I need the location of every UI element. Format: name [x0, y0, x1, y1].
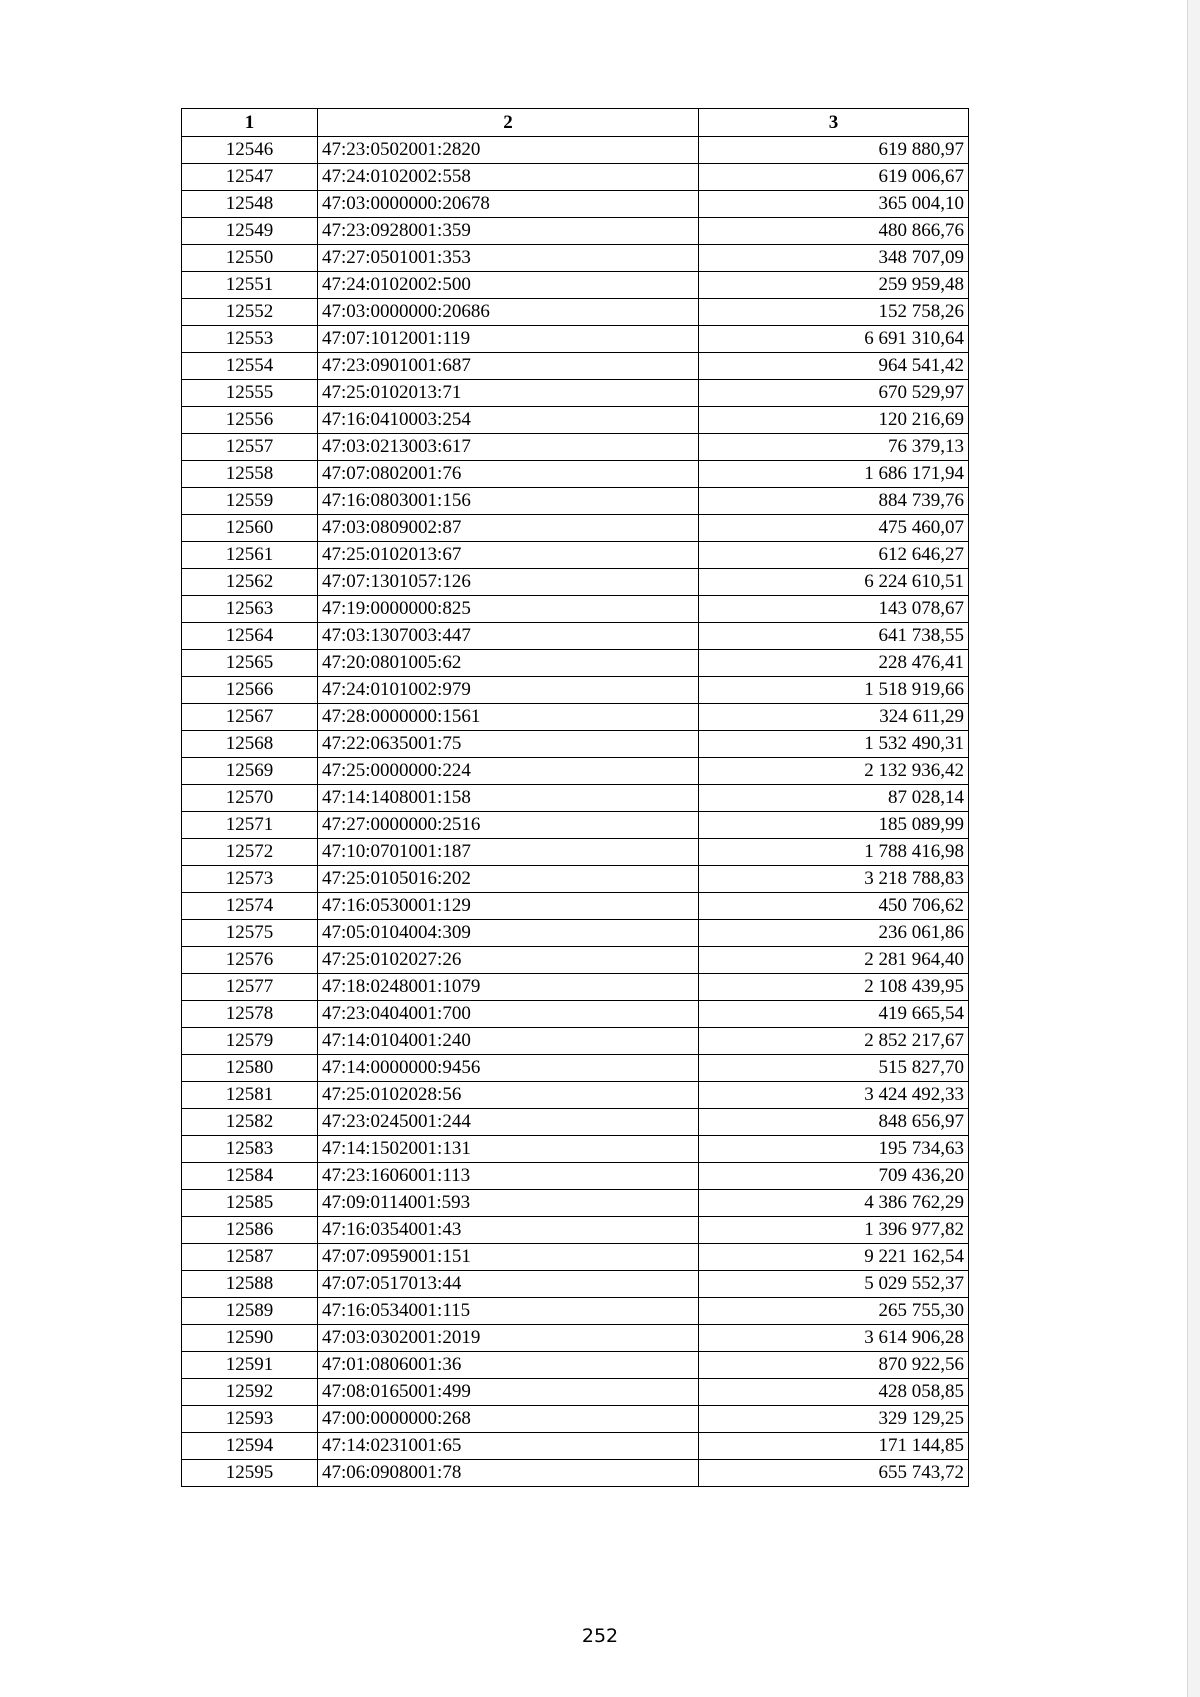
- table-row: [182, 353, 969, 380]
- row-number: 12569: [182, 758, 318, 785]
- table-row: [182, 947, 969, 974]
- cadastral-value: 475 460,07: [699, 515, 969, 542]
- cadastral-number: 47:16:0354001:43: [318, 1217, 699, 1244]
- cadastral-number: 47:16:0410003:254: [318, 407, 699, 434]
- cadastral-value: 670 529,97: [699, 380, 969, 407]
- row-number: 12556: [182, 407, 318, 434]
- row-number: 12591: [182, 1352, 318, 1379]
- cadastral-number: 47:23:0245001:244: [318, 1109, 699, 1136]
- table-row: [182, 1217, 969, 1244]
- row-number: 12585: [182, 1190, 318, 1217]
- row-number: 12573: [182, 866, 318, 893]
- table-row: [182, 1163, 969, 1190]
- cadastral-number: 47:14:1502001:131: [318, 1136, 699, 1163]
- row-number: 12548: [182, 191, 318, 218]
- cadastral-number: 47:07:0517013:44: [318, 1271, 699, 1298]
- table-row: [182, 1406, 969, 1433]
- cadastral-number: 47:23:0901001:687: [318, 353, 699, 380]
- row-number: 12582: [182, 1109, 318, 1136]
- cadastral-number: 47:03:0302001:2019: [318, 1325, 699, 1352]
- cadastral-value: 87 028,14: [699, 785, 969, 812]
- row-number: 12562: [182, 569, 318, 596]
- cadastral-value: 120 216,69: [699, 407, 969, 434]
- table-row: [182, 677, 969, 704]
- row-number: 12584: [182, 1163, 318, 1190]
- table-row: [182, 623, 969, 650]
- row-number: 12570: [182, 785, 318, 812]
- table-row: [182, 974, 969, 1001]
- cadastral-number: 47:16:0803001:156: [318, 488, 699, 515]
- table-row: [182, 191, 969, 218]
- row-number: 12593: [182, 1406, 318, 1433]
- cadastral-number: 47:14:0231001:65: [318, 1433, 699, 1460]
- cadastral-number: 47:07:1301057:126: [318, 569, 699, 596]
- row-number: 12565: [182, 650, 318, 677]
- row-number: 12554: [182, 353, 318, 380]
- table-row: [182, 650, 969, 677]
- table-row: [182, 704, 969, 731]
- header-row: [182, 109, 969, 137]
- cadastral-number: 47:24:0102002:500: [318, 272, 699, 299]
- cadastral-value: 228 476,41: [699, 650, 969, 677]
- cadastral-value: 4 386 762,29: [699, 1190, 969, 1217]
- row-number: 12575: [182, 920, 318, 947]
- cadastral-value: 3 424 492,33: [699, 1082, 969, 1109]
- cadastral-value: 2 281 964,40: [699, 947, 969, 974]
- table-row: [182, 299, 969, 326]
- cadastral-value: 365 004,10: [699, 191, 969, 218]
- table-row: [182, 866, 969, 893]
- row-number: 12547: [182, 164, 318, 191]
- table-row: [182, 488, 969, 515]
- row-number: 12553: [182, 326, 318, 353]
- cadastral-number: 47:01:0806001:36: [318, 1352, 699, 1379]
- cadastral-number: 47:25:0102027:26: [318, 947, 699, 974]
- row-number: 12592: [182, 1379, 318, 1406]
- row-number: 12561: [182, 542, 318, 569]
- table-row: [182, 1028, 969, 1055]
- row-number: 12572: [182, 839, 318, 866]
- row-number: 12581: [182, 1082, 318, 1109]
- cadastral-number: 47:16:0530001:129: [318, 893, 699, 920]
- cadastral-value: 152 758,26: [699, 299, 969, 326]
- table-row: [182, 1325, 969, 1352]
- cadastral-number: 47:00:0000000:268: [318, 1406, 699, 1433]
- row-number: 12579: [182, 1028, 318, 1055]
- row-number: 12568: [182, 731, 318, 758]
- cadastral-number: 47:25:0102013:67: [318, 542, 699, 569]
- cadastral-number: 47:07:1012001:119: [318, 326, 699, 353]
- cadastral-value: 709 436,20: [699, 1163, 969, 1190]
- cadastral-value: 76 379,13: [699, 434, 969, 461]
- cadastral-number: 47:23:0404001:700: [318, 1001, 699, 1028]
- cadastral-number: 47:14:0104001:240: [318, 1028, 699, 1055]
- table-row: [182, 569, 969, 596]
- table-row: [182, 1136, 969, 1163]
- cadastral-number: 47:09:0114001:593: [318, 1190, 699, 1217]
- row-number: 12571: [182, 812, 318, 839]
- row-number: 12589: [182, 1298, 318, 1325]
- cadastral-value: 3 614 906,28: [699, 1325, 969, 1352]
- cadastral-number: 47:25:0102028:56: [318, 1082, 699, 1109]
- page-edge: [1187, 0, 1200, 1697]
- cadastral-number: 47:24:0102002:558: [318, 164, 699, 191]
- row-number: 12558: [182, 461, 318, 488]
- row-number: 12557: [182, 434, 318, 461]
- table-row: [182, 461, 969, 488]
- cadastral-number: 47:08:0165001:499: [318, 1379, 699, 1406]
- row-number: 12576: [182, 947, 318, 974]
- table-body: [182, 137, 969, 1487]
- cadastral-number: 47:25:0000000:224: [318, 758, 699, 785]
- cadastral-value: 9 221 162,54: [699, 1244, 969, 1271]
- cadastral-value: 1 788 416,98: [699, 839, 969, 866]
- table-row: [182, 1298, 969, 1325]
- cadastral-value: 1 532 490,31: [699, 731, 969, 758]
- cadastral-value: 884 739,76: [699, 488, 969, 515]
- cadastral-value: 265 755,30: [699, 1298, 969, 1325]
- row-number: 12550: [182, 245, 318, 272]
- cadastral-value: 612 646,27: [699, 542, 969, 569]
- cadastral-value: 195 734,63: [699, 1136, 969, 1163]
- row-number: 12564: [182, 623, 318, 650]
- cadastral-value: 1 518 919,66: [699, 677, 969, 704]
- table-row: [182, 515, 969, 542]
- cadastral-value: 5 029 552,37: [699, 1271, 969, 1298]
- table-row: [182, 380, 969, 407]
- cadastral-value: 348 707,09: [699, 245, 969, 272]
- cadastral-number: 47:06:0908001:78: [318, 1460, 699, 1487]
- cadastral-value: 480 866,76: [699, 218, 969, 245]
- cadastral-value: 324 611,29: [699, 704, 969, 731]
- cadastral-number: 47:16:0534001:115: [318, 1298, 699, 1325]
- row-number: 12588: [182, 1271, 318, 1298]
- row-number: 12594: [182, 1433, 318, 1460]
- cadastral-number: 47:03:1307003:447: [318, 623, 699, 650]
- row-number: 12549: [182, 218, 318, 245]
- table-row: [182, 758, 969, 785]
- cadastral-number: 47:18:0248001:1079: [318, 974, 699, 1001]
- table-row: [182, 245, 969, 272]
- table-row: [182, 1460, 969, 1487]
- cadastral-value: 2 108 439,95: [699, 974, 969, 1001]
- cadastral-value: 515 827,70: [699, 1055, 969, 1082]
- row-number: 12590: [182, 1325, 318, 1352]
- cadastral-value: 619 880,97: [699, 137, 969, 164]
- row-number: 12566: [182, 677, 318, 704]
- cadastral-number: 47:23:0502001:2820: [318, 137, 699, 164]
- row-number: 12552: [182, 299, 318, 326]
- row-number: 12578: [182, 1001, 318, 1028]
- table-row: [182, 839, 969, 866]
- cadastral-number: 47:22:0635001:75: [318, 731, 699, 758]
- cadastral-number: 47:25:0102013:71: [318, 380, 699, 407]
- table-row: [182, 1244, 969, 1271]
- table-row: [182, 434, 969, 461]
- cadastral-number: 47:03:0000000:20678: [318, 191, 699, 218]
- cadastral-value: 329 129,25: [699, 1406, 969, 1433]
- cadastral-number: 47:14:0000000:9456: [318, 1055, 699, 1082]
- table-row: [182, 137, 969, 164]
- table-row: [182, 1433, 969, 1460]
- table-row: [182, 1190, 969, 1217]
- cadastral-value: 428 058,85: [699, 1379, 969, 1406]
- cadastral-value: 964 541,42: [699, 353, 969, 380]
- cadastral-value: 143 078,67: [699, 596, 969, 623]
- cadastral-value: 185 089,99: [699, 812, 969, 839]
- cadastral-value: 1 686 171,94: [699, 461, 969, 488]
- cadastral-value: 870 922,56: [699, 1352, 969, 1379]
- cadastral-value: 1 396 977,82: [699, 1217, 969, 1244]
- row-number: 12555: [182, 380, 318, 407]
- table-row: [182, 1352, 969, 1379]
- cadastral-number: 47:20:0801005:62: [318, 650, 699, 677]
- cadastral-value: 619 006,67: [699, 164, 969, 191]
- row-number: 12563: [182, 596, 318, 623]
- cadastral-number: 47:27:0000000:2516: [318, 812, 699, 839]
- cadastral-value: 655 743,72: [699, 1460, 969, 1487]
- table-row: [182, 812, 969, 839]
- cadastral-value: 259 959,48: [699, 272, 969, 299]
- row-number: 12577: [182, 974, 318, 1001]
- cadastral-number: 47:03:0000000:20686: [318, 299, 699, 326]
- table-row: [182, 1001, 969, 1028]
- table-row: [182, 785, 969, 812]
- row-number: 12587: [182, 1244, 318, 1271]
- row-number: 12546: [182, 137, 318, 164]
- table-row: [182, 1271, 969, 1298]
- row-number: 12560: [182, 515, 318, 542]
- cadastral-value: 171 144,85: [699, 1433, 969, 1460]
- cadastral-number: 47:07:0959001:151: [318, 1244, 699, 1271]
- row-number: 12595: [182, 1460, 318, 1487]
- table-row: [182, 596, 969, 623]
- cadastral-number: 47:10:0701001:187: [318, 839, 699, 866]
- cadastral-value: 6 224 610,51: [699, 569, 969, 596]
- table-row: [182, 1082, 969, 1109]
- table-row: [182, 407, 969, 434]
- row-number: 12567: [182, 704, 318, 731]
- cadastral-value: 848 656,97: [699, 1109, 969, 1136]
- cadastral-number: 47:24:0101002:979: [318, 677, 699, 704]
- column-header-2: 2: [318, 109, 699, 137]
- cadastral-number: 47:03:0213003:617: [318, 434, 699, 461]
- table-row: [182, 1055, 969, 1082]
- column-header-3: 3: [699, 109, 969, 137]
- cadastral-value: 450 706,62: [699, 893, 969, 920]
- cadastral-value: 641 738,55: [699, 623, 969, 650]
- cadastral-number: 47:23:0928001:359: [318, 218, 699, 245]
- table-row: [182, 542, 969, 569]
- row-number: 12559: [182, 488, 318, 515]
- table-row: [182, 218, 969, 245]
- cadastral-number: 47:19:0000000:825: [318, 596, 699, 623]
- cadastral-number: 47:28:0000000:1561: [318, 704, 699, 731]
- cadastral-number: 47:14:1408001:158: [318, 785, 699, 812]
- cadastral-number: 47:03:0809002:87: [318, 515, 699, 542]
- cadastral-value: 2 132 936,42: [699, 758, 969, 785]
- table-row: [182, 731, 969, 758]
- cadastral-number: 47:25:0105016:202: [318, 866, 699, 893]
- cadastral-number: 47:23:1606001:113: [318, 1163, 699, 1190]
- cadastral-number: 47:05:0104004:309: [318, 920, 699, 947]
- table-row: [182, 1379, 969, 1406]
- row-number: 12580: [182, 1055, 318, 1082]
- table-row: [182, 920, 969, 947]
- cadastral-value: 3 218 788,83: [699, 866, 969, 893]
- page-number: 252: [581, 1625, 619, 1647]
- row-number: 12586: [182, 1217, 318, 1244]
- cadastral-value: 2 852 217,67: [699, 1028, 969, 1055]
- table-row: [182, 164, 969, 191]
- row-number: 12583: [182, 1136, 318, 1163]
- table-row: [182, 1109, 969, 1136]
- cadastral-value: 236 061,86: [699, 920, 969, 947]
- data-table: [181, 108, 969, 1487]
- row-number: 12551: [182, 272, 318, 299]
- table-row: [182, 272, 969, 299]
- cadastral-number: 47:27:0501001:353: [318, 245, 699, 272]
- cadastral-value: 6 691 310,64: [699, 326, 969, 353]
- cadastral-value: 419 665,54: [699, 1001, 969, 1028]
- table-row: [182, 893, 969, 920]
- column-header-1: 1: [182, 109, 318, 137]
- table-row: [182, 326, 969, 353]
- cadastral-number: 47:07:0802001:76: [318, 461, 699, 488]
- row-number: 12574: [182, 893, 318, 920]
